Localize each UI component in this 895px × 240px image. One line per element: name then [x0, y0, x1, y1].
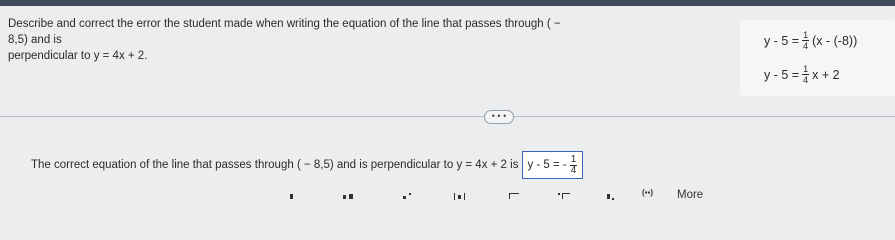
decimal-tool-icon[interactable] [602, 190, 620, 202]
problem-point: ( − 8,5) [8, 18, 561, 46]
section-divider [0, 116, 895, 117]
more-tools-button[interactable]: More [677, 189, 704, 201]
fraction-tool-icon[interactable] [284, 190, 302, 202]
work-line-2-fraction [802, 64, 809, 85]
problem-and-is: and is [31, 34, 62, 46]
answer-input-fraction [570, 155, 578, 176]
problem-perp-equation: y = 4x + 2. [93, 50, 148, 62]
student-work [740, 20, 895, 96]
problem-perp-label: perpendicular to [8, 50, 91, 62]
mixed-number-tool-icon[interactable] [341, 190, 359, 202]
problem-prefix: Describe and correct the error the student made when writing the equation of the line that passes through [8, 18, 544, 30]
answer-row [31, 151, 583, 179]
nth-root-tool-icon[interactable] [556, 190, 574, 202]
work-line-2-denominator: 4 [803, 75, 809, 85]
answer-prompt: The correct equation of the line that passes through ( − 8,5) and is perpendicular to y = 4x + 2 is [31, 159, 519, 171]
answer-input-denominator: 4 [570, 164, 577, 176]
work-line-2-rhs: x + 2 [812, 67, 840, 82]
work-line-1-lhs: y - 5 = [764, 33, 800, 48]
student-work-line-1 [764, 30, 857, 51]
square-root-tool-icon[interactable] [506, 190, 524, 202]
top-bar [0, 0, 895, 6]
parentheses-tool-icon[interactable]: (▪▪) [642, 188, 653, 197]
expand-ellipsis-button[interactable]: • • • [484, 110, 514, 124]
student-work-line-2 [764, 64, 840, 85]
problem-statement [8, 16, 568, 64]
work-line-2-lhs: y - 5 = [764, 67, 800, 82]
work-line-1-denominator: 4 [803, 41, 809, 51]
answer-input[interactable] [522, 151, 583, 179]
answer-input-lhs: y - 5 = - [527, 159, 567, 171]
exponent-tool-icon[interactable] [399, 190, 417, 202]
work-line-1-rhs: (x - (-8)) [812, 33, 858, 48]
math-toolbar [0, 183, 895, 205]
work-line-1-fraction [802, 30, 809, 51]
absolute-value-tool-icon[interactable] [451, 190, 469, 202]
work-line-2-numerator: 1 [803, 64, 809, 74]
answer-input-numerator: 1 [570, 153, 577, 165]
work-line-1-numerator: 1 [803, 30, 809, 40]
